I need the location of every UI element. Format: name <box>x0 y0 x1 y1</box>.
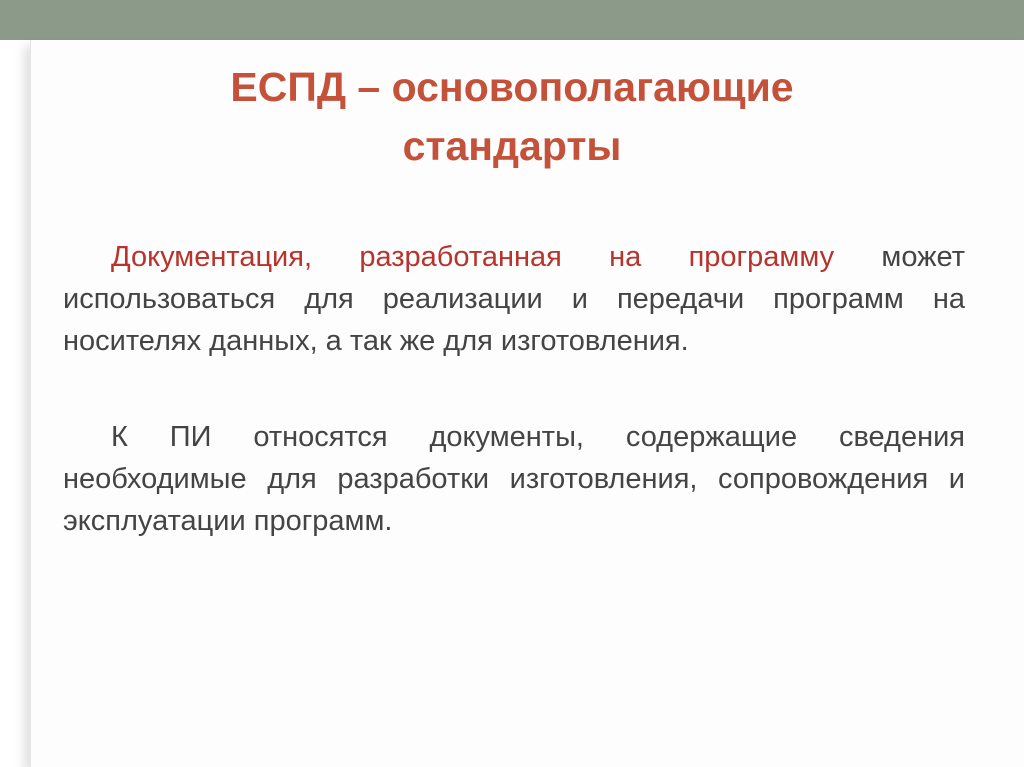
slide-title-line1: ЕСПД – основополагающие <box>230 64 794 110</box>
slide-title-line2: стандарты <box>402 123 622 169</box>
paragraph-body-text: К ПИ относятся документы, содержащие сведения необходимые для разработки изготовления, сопровождения и эксплуатации программ. <box>63 421 965 537</box>
paragraph-documentation <box>63 236 965 362</box>
paragraph-pi <box>63 416 965 542</box>
paragraph-body-text: может использоваться для реализации и передачи программ на носителях данных, а так же для изготовления. <box>63 241 965 357</box>
paragraph-highlight: Документация, разработанная на программу <box>111 241 835 273</box>
top-band <box>0 0 1024 40</box>
slide-title <box>0 58 1024 176</box>
